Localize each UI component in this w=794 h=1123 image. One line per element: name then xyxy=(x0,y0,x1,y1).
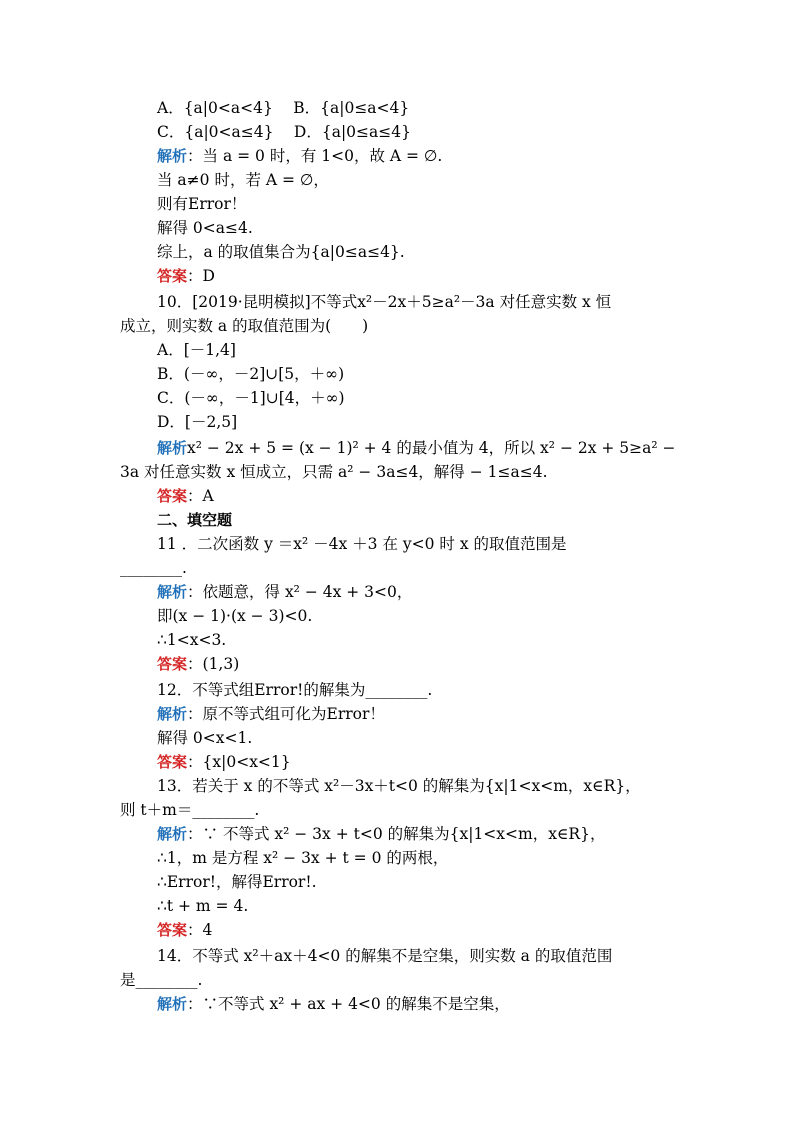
text-line xyxy=(157,216,253,240)
line-text: ________. xyxy=(120,559,187,577)
line-text: 10．[2019·昆明模拟]不等式x²－2x＋5≥a²－3a 对任意实数 x 恒 xyxy=(157,293,612,311)
text-line xyxy=(157,604,312,628)
analysis-label: 解析 xyxy=(157,147,188,165)
line-text: 则有Error！ xyxy=(157,195,247,213)
text-line xyxy=(120,460,548,484)
text-line xyxy=(157,628,226,652)
line-text: ：依题意，得 x² − 4x + 3<0， xyxy=(187,583,413,601)
text-line xyxy=(157,774,641,798)
line-text: 12．不等式组Error!的解集为________. xyxy=(157,681,433,699)
text-line xyxy=(157,168,329,192)
text-line xyxy=(157,750,291,774)
text-line xyxy=(157,264,215,288)
text-line xyxy=(120,798,259,822)
analysis-label: 解析 xyxy=(157,439,188,457)
line-text: ：D xyxy=(187,267,215,285)
text-line xyxy=(157,532,567,556)
line-text: ：当 a = 0 时，有 1<0，故 A = ∅. xyxy=(187,147,443,165)
line-text: ∴Error!，解得Error!. xyxy=(157,873,317,891)
line-text: ∴1，m 是方程 x² − 3x + t = 0 的两根， xyxy=(157,849,449,867)
text-line xyxy=(157,870,317,894)
line-text: ：{x|0<x<1} xyxy=(187,753,291,771)
text-line xyxy=(157,144,442,168)
text-line xyxy=(157,894,248,918)
line-text: x² − 2x + 5 = (x − 1)² + 4 的最小值为 4，所以 x² − 2x + 5≥a² − xyxy=(187,439,676,457)
line-text: 解得 0<x<1. xyxy=(157,729,253,747)
text-line xyxy=(157,726,252,750)
text-line xyxy=(157,436,676,460)
answer-label: 答案 xyxy=(157,487,188,505)
line-text: 则 t＋m＝________. xyxy=(120,801,260,819)
text-line xyxy=(157,702,385,726)
line-text: 11 ．二次函数 y ＝x² －4x ＋3 在 y<0 时 x 的取值范围是 xyxy=(157,535,567,553)
line-text: C．(－∞，－1]∪[4，＋∞) xyxy=(157,389,345,407)
line-text: ：A xyxy=(187,487,214,505)
text-line xyxy=(157,362,344,386)
line-text: B．(－∞，－2]∪[5，＋∞) xyxy=(157,365,345,383)
text-line xyxy=(157,410,237,434)
text-line xyxy=(157,846,448,870)
analysis-label: 解析 xyxy=(157,825,188,843)
text-line xyxy=(157,290,611,314)
analysis-label: 解析 xyxy=(157,995,188,1013)
line-text: 13．若关于 x 的不等式 x²－3x＋t<0 的解集为{x|1<x<m，x∈R}， xyxy=(157,777,641,795)
line-text: A．{a|0<a<4} B．{a|0≤a<4} xyxy=(157,99,410,117)
text-line xyxy=(157,944,612,968)
line-text: ：∵不等式 x² + ax + 4<0 的解集不是空集， xyxy=(187,995,510,1013)
line-text: ∴t + m = 4. xyxy=(157,897,249,915)
line-text: ∴1<x<3. xyxy=(157,631,227,649)
answer-label: 答案 xyxy=(157,921,188,939)
text-line xyxy=(157,918,212,942)
line-text: 当 a≠0 时，若 A = ∅， xyxy=(157,171,329,189)
text-line xyxy=(157,652,239,676)
analysis-label: 解析 xyxy=(157,705,188,723)
text-line xyxy=(120,968,202,992)
line-text: ：∵ 不等式 x² − 3x + t<0 的解集为{x|1<x<m，x∈R}， xyxy=(187,825,606,843)
line-text: 14．不等式 x²＋ax＋4<0 的解集不是空集，则实数 a 的取值范围 xyxy=(157,947,613,965)
line-text: 综上，a 的取值集合为{a|0≤a≤4}. xyxy=(157,243,405,261)
text-line xyxy=(157,580,412,604)
text-line xyxy=(157,240,405,264)
text-line xyxy=(157,992,510,1016)
line-text: ：4 xyxy=(187,921,213,939)
text-line xyxy=(120,314,368,338)
line-text: C．{a|0<a≤4} D．{a|0≤a≤4} xyxy=(157,123,411,141)
line-text: ：原不等式组可化为Error！ xyxy=(187,705,385,723)
line-text: 即(x − 1)·(x − 3)<0. xyxy=(157,607,313,625)
section-heading: 二、填空题 xyxy=(157,511,233,529)
text-line xyxy=(157,338,236,362)
text-line xyxy=(157,192,246,216)
answer-label: 答案 xyxy=(157,753,188,771)
text-line xyxy=(120,556,187,580)
line-text: D．[－2,5] xyxy=(157,413,238,431)
answer-label: 答案 xyxy=(157,655,188,673)
line-text: ：(1,3) xyxy=(187,655,240,673)
text-line xyxy=(157,120,411,144)
analysis-label: 解析 xyxy=(157,583,188,601)
answer-label: 答案 xyxy=(157,267,188,285)
text-line xyxy=(157,508,232,532)
line-text: 成立，则实数 a 的取值范围为( ) xyxy=(120,317,369,335)
text-line xyxy=(157,96,409,120)
line-text: 是________. xyxy=(120,971,203,989)
text-line xyxy=(157,386,345,410)
line-text: 解得 0<a≤4. xyxy=(157,219,253,237)
text-line xyxy=(157,484,214,508)
text-line xyxy=(157,822,605,846)
line-text: A．[－1,4] xyxy=(157,341,236,359)
line-text: 3a 对任意实数 x 恒成立，只需 a² − 3a≤4，解得 − 1≤a≤4. xyxy=(120,463,548,481)
text-line xyxy=(157,678,432,702)
